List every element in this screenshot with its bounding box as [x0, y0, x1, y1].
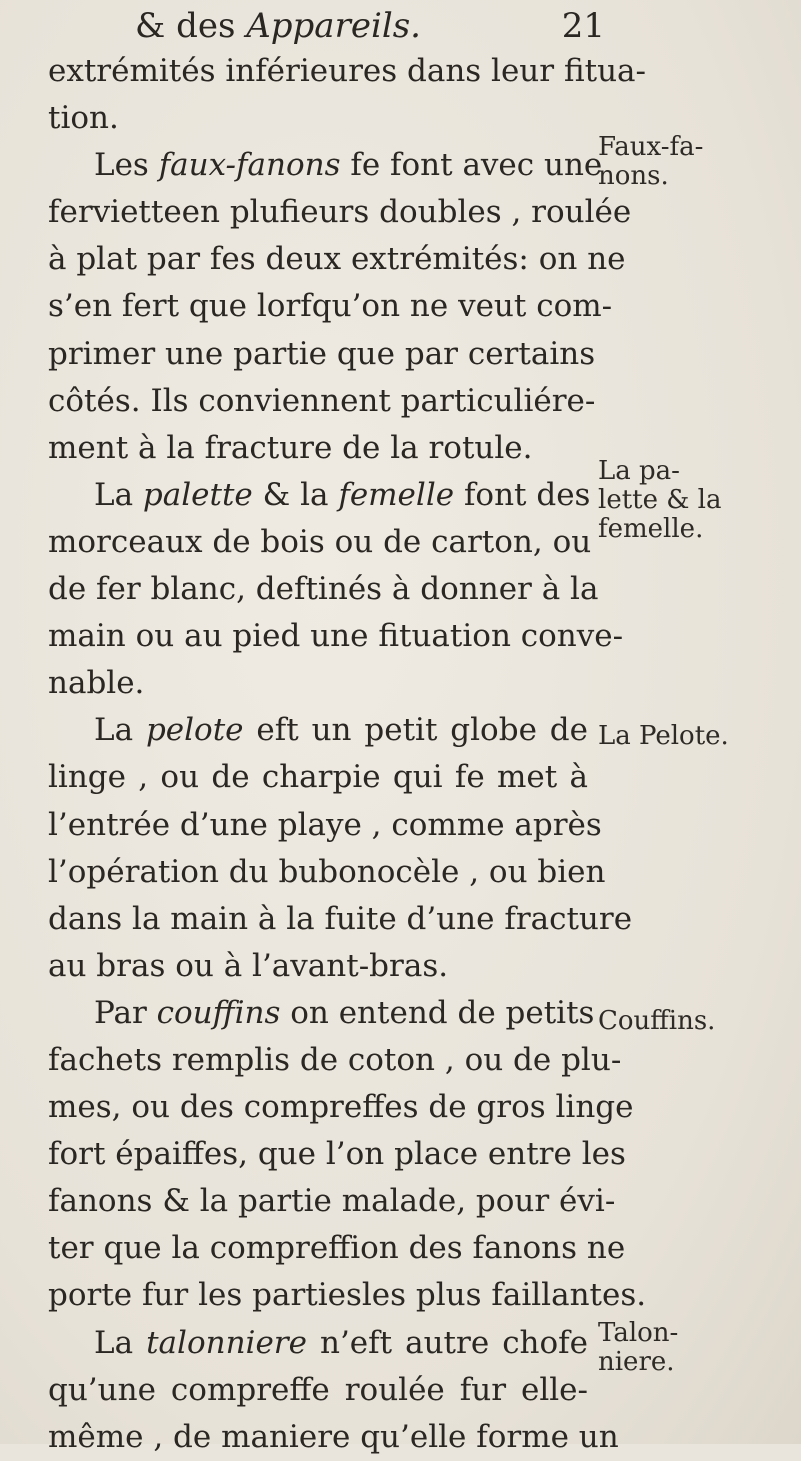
- text-line: Les faux-fanons fe font avec une: [94, 147, 603, 184]
- text-line: l’entrée d’une playe , comme après: [48, 806, 602, 843]
- text-line: fachets remplis de coton , ou de plu-: [48, 1041, 622, 1078]
- margin-note-line: Couffins.: [598, 1006, 716, 1036]
- text-line: dans la main à la fuite d’une fracture: [48, 900, 633, 937]
- margin-note-palette: [598, 457, 798, 544]
- text-line: morceaux de bois ou de carton, ou: [48, 523, 592, 560]
- margin-note-line: La Pelote.: [598, 721, 729, 751]
- margin-note-faux-fanons: [598, 133, 798, 191]
- main-text-column: [48, 48, 647, 1461]
- text-line: à plat par fes deux extrémités: on ne: [48, 241, 626, 278]
- text-line: s’en fert que lorfqu’on ne veut com-: [48, 288, 613, 325]
- text-line: linge , ou de charpie qui fe met à: [48, 759, 588, 796]
- text-line: La pelote eft un petit globe de: [94, 712, 588, 749]
- text-line: porte fur les partiesles plus faillantes.: [48, 1277, 647, 1314]
- running-title: & des Appareils.: [135, 6, 421, 46]
- margin-note-pelote: [598, 722, 798, 751]
- text-line: l’opération du bubonocèle , ou bien: [48, 853, 606, 890]
- margin-note-line: Faux-fa-: [598, 132, 704, 162]
- text-line: fort épaiffes, que l’on place entre les: [48, 1136, 626, 1173]
- margin-note-line: femelle.: [598, 514, 704, 544]
- text-line: tion.: [48, 100, 119, 137]
- text-line: fervietteen plufieurs doubles , roulée: [48, 194, 632, 231]
- text-line: mes, ou des compreffes de gros linge: [48, 1089, 634, 1126]
- text-line: au bras ou à l’avant-bras.: [48, 947, 449, 984]
- text-line: de fer blanc, deftinés à donner à la: [48, 571, 599, 608]
- text-line: Par couffins on entend de petits: [94, 994, 595, 1031]
- text-line: même , de maniere qu’elle forme un: [48, 1418, 619, 1455]
- margin-note-line: La pa-: [598, 456, 680, 486]
- page-number: 21: [561, 6, 605, 46]
- text-line: ment à la fracture de la rotule.: [48, 429, 533, 466]
- margin-note-line: Talon-: [598, 1318, 679, 1348]
- margin-note-line: nons.: [598, 161, 669, 191]
- text-line: qu’une compreffe roulée fur elle-: [48, 1371, 588, 1408]
- running-header: [135, 6, 605, 46]
- margin-note-line: lette & la: [598, 485, 722, 515]
- margin-note-line: niere.: [598, 1347, 675, 1377]
- text-line: main ou au pied une fituation conve-: [48, 618, 624, 655]
- text-line: extrémités inférieures dans leur fitua-: [48, 53, 647, 89]
- text-line: ter que la compreffion des fanons ne: [48, 1230, 626, 1267]
- text-line: fanons & la partie malade, pour évi-: [48, 1183, 616, 1220]
- text-line: côtés. Ils conviennent particuliére-: [48, 382, 596, 419]
- margin-note-talonniere: [598, 1319, 798, 1377]
- margin-note-couffins: [598, 1007, 798, 1036]
- text-line: primer une partie que par certains: [48, 335, 596, 372]
- text-line: nable.: [48, 665, 145, 702]
- text-line: La talonniere n’eft autre chofe: [94, 1324, 588, 1361]
- text-line: La palette & la femelle font des: [94, 476, 591, 513]
